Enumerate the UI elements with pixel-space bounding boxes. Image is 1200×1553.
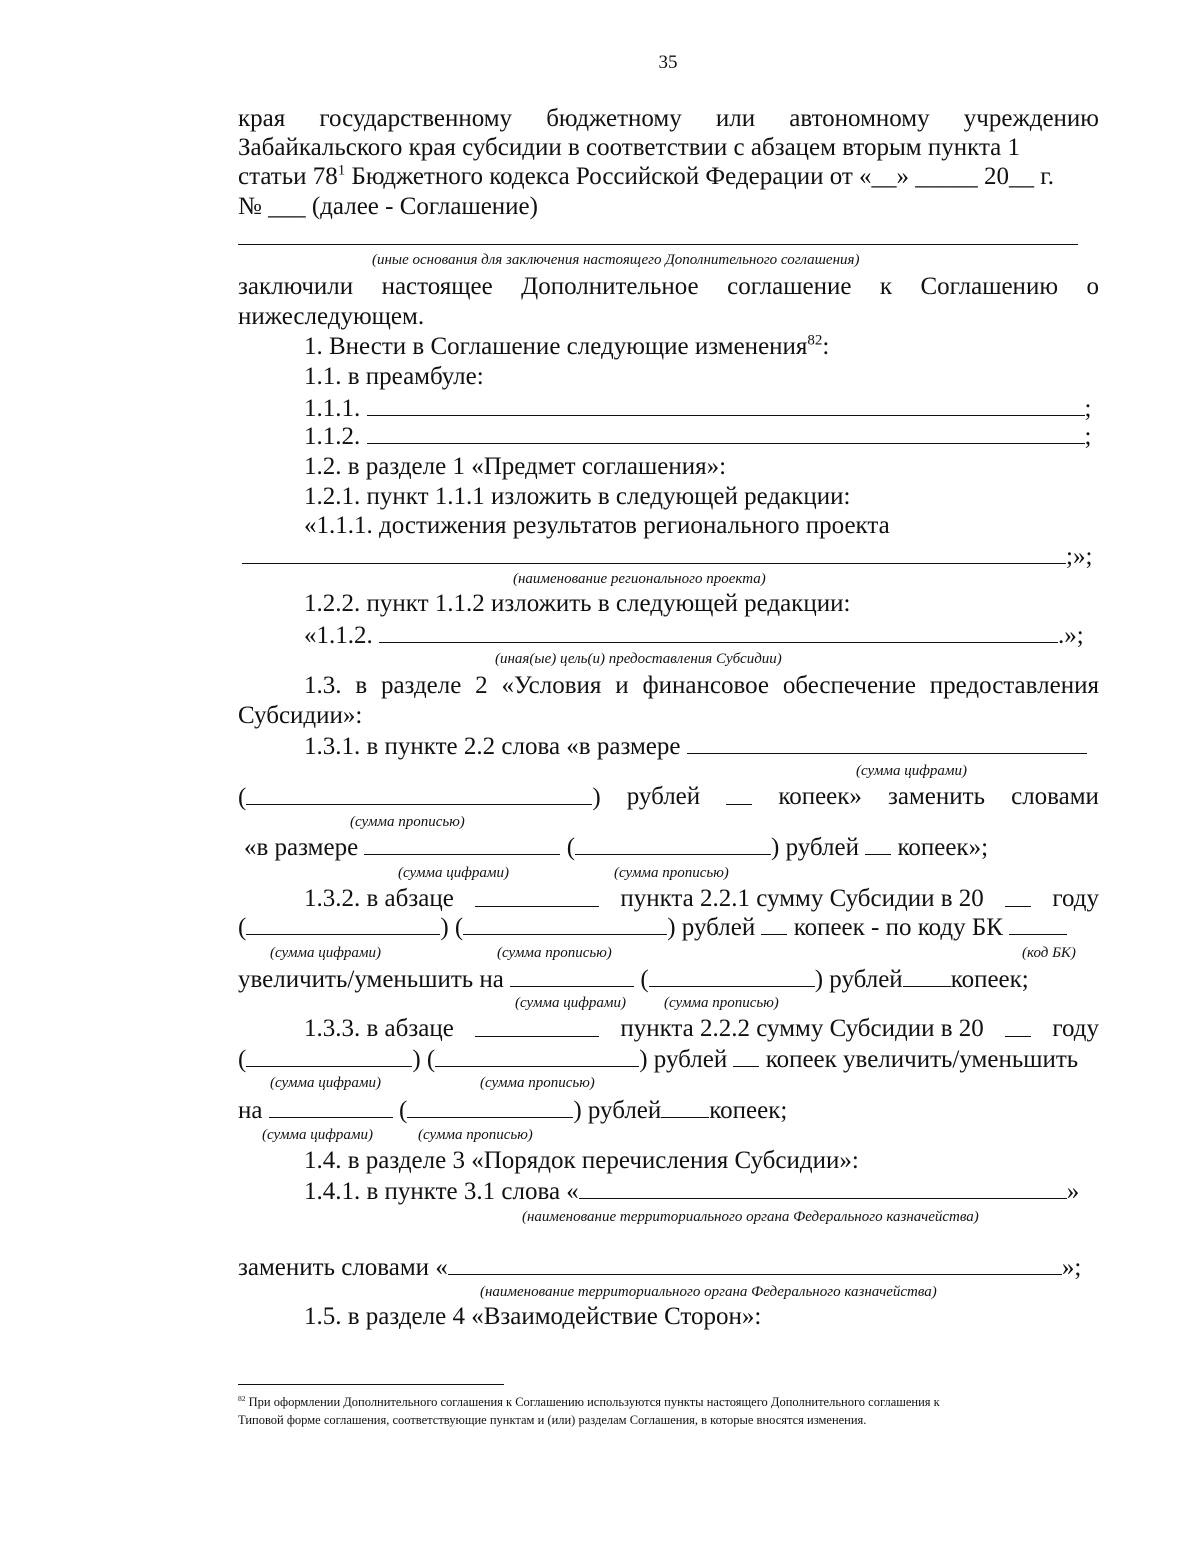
- word: государственному: [319, 105, 513, 132]
- item-1-1-2-quote-label: «1.1.2.: [304, 622, 373, 649]
- footnote-line-2: Типовой форме соглашения, соответствующие пунктам и (или) разделам Соглашения, в которые вносятся изменения.: [238, 1413, 867, 1427]
- word: 2: [475, 672, 488, 699]
- blank-sum-words-5: [435, 1044, 639, 1067]
- line-30: [238, 1252, 1081, 1283]
- word: о: [1086, 273, 1099, 300]
- caption-sum-digits-6: (сумма цифрами): [262, 1127, 373, 1143]
- item-1-1-2-quote: [304, 620, 1084, 651]
- item-1-2-1-quote: «1.1.1. достижения результатов регионального проекта: [304, 512, 890, 539]
- line-26-c: ) рублей: [639, 1046, 728, 1073]
- blank-sum-words-3: [463, 912, 667, 935]
- caption-sum-digits-2: (сумма цифрами): [398, 865, 509, 881]
- item-1-4-1: [304, 1176, 1079, 1207]
- blank-year-2: [1005, 884, 1031, 907]
- caption-tofk-2: (наименование территориального органа Федерального казначейства): [480, 1284, 937, 1300]
- line-21: [244, 832, 988, 863]
- word: «Условия: [501, 672, 602, 699]
- word: обеспечение: [782, 672, 916, 699]
- caption-sum-digits-5: (сумма цифрами): [270, 1075, 381, 1091]
- replace-word: заменить: [888, 783, 985, 810]
- line-21-a: «в размере: [244, 834, 359, 861]
- footnote-separator: [238, 1384, 504, 1385]
- item-1-3: [304, 671, 1099, 701]
- word: в: [355, 672, 368, 699]
- blank-year-3: [1005, 1014, 1031, 1037]
- word: предоставления: [929, 672, 1099, 699]
- caption-sum-words-3: (сумма прописью): [497, 945, 612, 961]
- line-20: [238, 782, 1099, 813]
- semicolon: ;: [1084, 395, 1092, 422]
- paren-open: (: [238, 914, 247, 941]
- caption-kbk: (код БК): [1022, 945, 1076, 961]
- word: к: [879, 273, 893, 300]
- footnote-line-1: [238, 1393, 1108, 1411]
- item-1-3-2: [304, 884, 1099, 914]
- word: финансовое: [642, 672, 770, 699]
- blank-tofk-1: [579, 1176, 1067, 1199]
- word: автономному: [789, 105, 930, 132]
- blank-sum-digits-3: [246, 912, 440, 935]
- blank-sum-words-1: [246, 782, 592, 805]
- blank-sum-digits-2: [364, 832, 560, 855]
- project-line-end: ;»;: [1066, 543, 1093, 570]
- blank-kbk: [1009, 912, 1067, 935]
- item-1-1-2-label: 1.1.2.: [304, 423, 361, 450]
- line-26-d: копеек увеличить/уменьшить: [765, 1046, 1079, 1073]
- line-27-kop: копеек;: [709, 1097, 788, 1124]
- blank-tofk-2: [448, 1252, 1062, 1275]
- line-3: [238, 162, 1054, 192]
- line-2: [238, 133, 1099, 163]
- item-1-1-2: [304, 421, 1091, 452]
- footnote-82: [238, 1393, 1108, 1429]
- line-6: нижеследующем.: [238, 303, 425, 330]
- line-24-kop: копеек;: [950, 966, 1029, 993]
- year-word: году: [1052, 1015, 1099, 1042]
- word: или: [715, 105, 756, 132]
- word: бюджетному: [546, 105, 682, 132]
- item-1-colon: :: [822, 333, 830, 360]
- paren-open: (: [398, 1097, 408, 1124]
- item-1-4-1-text: 1.4.1. в пункте 3.1 слова «: [304, 1178, 579, 1205]
- blank-sum-words-6: [407, 1095, 573, 1118]
- word: соглашение: [727, 273, 852, 300]
- item-1-1: 1.1. в преамбуле:: [304, 363, 484, 390]
- item-1-3-3-b: пункта 2.2.2 сумму Субсидии в 20: [620, 1015, 984, 1042]
- blank-goal: [379, 620, 1058, 643]
- line-21-paren: (: [566, 834, 576, 861]
- word: и: [615, 672, 629, 699]
- blank-kop-1: [726, 782, 752, 805]
- blank-project: [242, 541, 1066, 564]
- line-27-a: на: [238, 1097, 263, 1124]
- footnote-sup-78: 1: [337, 162, 346, 179]
- line-23: [238, 912, 1067, 943]
- word: заключили: [238, 273, 354, 300]
- line-23-d: копеек - по коду БК: [793, 914, 1003, 941]
- paren-open: (: [238, 784, 247, 811]
- rub-word: рублей: [626, 783, 701, 810]
- caption-grounds: (иные основания для заключения настоящего Дополнительного соглашения): [372, 252, 860, 268]
- line-5: [238, 272, 1099, 302]
- line-27: [238, 1095, 787, 1126]
- caption-sum-words-2: (сумма прописью): [614, 865, 729, 881]
- caption-goal: (иная(ые) цель(и) предоставления Субсидии): [495, 651, 782, 667]
- item-1-4: 1.4. в разделе 3 «Порядок перечисления Субсидии»:: [304, 1147, 859, 1174]
- blank-sum-digits-4: [510, 964, 634, 987]
- item-1-text: 1. Внести в Соглашение следующие изменения: [304, 333, 808, 360]
- line-23-c: ) рублей: [667, 914, 756, 941]
- line-1: [238, 104, 1099, 134]
- line-3-a: статьи 78: [238, 163, 338, 190]
- line-24-a: увеличить/уменьшить на: [238, 966, 504, 993]
- words-group: ( ): [238, 784, 601, 811]
- blank-kop-6: [661, 1095, 709, 1118]
- item-1-1-1-label: 1.1.1.: [304, 395, 361, 422]
- item-1-1-1: [304, 393, 1091, 424]
- caption-tofk-1: (наименование территориального органа Федерального казначейства): [522, 1209, 979, 1225]
- paren-open: (: [238, 1046, 247, 1073]
- item-1-2-2: 1.2.2. пункт 1.1.2 изложить в следующей редакции:: [304, 590, 851, 617]
- line-24: [238, 964, 1029, 995]
- project-line: [242, 541, 1092, 572]
- kop-word: копеек»: [778, 783, 862, 810]
- item-1-3-2-a: 1.3.2. в абзаце: [304, 885, 454, 912]
- line-26: [238, 1044, 1078, 1075]
- footnote-sup-82: 82: [807, 332, 823, 349]
- word: Соглашению: [920, 273, 1058, 300]
- line-30-text: заменить словами «: [238, 1254, 448, 1281]
- blank-sum-digits-6: [269, 1095, 393, 1118]
- footnote-text-1: При оформлении Дополнительного соглашения к Соглашению используются пункты настоящего Дополнительного соглашения к: [245, 1395, 940, 1409]
- caption-sum-words-4: (сумма прописью): [664, 995, 779, 1011]
- line-27-c: ) рублей: [573, 1097, 662, 1124]
- item-1-2-1: 1.2.1. пункт 1.1.1 изложить в следующей редакции:: [304, 483, 851, 510]
- caption-project: (наименование регионального проекта): [513, 571, 766, 587]
- word: края: [238, 105, 286, 132]
- blank-kop-5: [733, 1044, 759, 1067]
- blank-para-3: [475, 1014, 599, 1037]
- word: разделе: [380, 672, 462, 699]
- caption-sum-digits-4: (сумма цифрами): [515, 995, 626, 1011]
- word: учреждению: [963, 105, 1099, 132]
- blank-sum-words-2: [575, 832, 771, 855]
- blank-sum-digits-1: [687, 731, 1087, 754]
- line-21-c: ) рублей: [771, 834, 859, 861]
- item-1-3-1-text: 1.3.1. в пункте 2.2 слова «в размере: [304, 733, 681, 760]
- blank-kop-2: [865, 832, 891, 855]
- line-30-end: »;: [1061, 1254, 1082, 1281]
- item-1-2: 1.2. в разделе 1 «Предмет соглашения»:: [304, 453, 727, 480]
- item-1-4-1-end: »: [1066, 1178, 1080, 1205]
- word: Дополнительное: [521, 273, 699, 300]
- caption-sum-words-1: (сумма прописью): [350, 814, 465, 830]
- line-2-text: Забайкальского края субсидии в соответствии с абзацем вторым пункта 1: [238, 134, 1021, 161]
- paren-mid: ) (: [412, 1046, 436, 1073]
- item-1-3-3: [304, 1014, 1099, 1044]
- blank-sum-words-4: [649, 964, 815, 987]
- caption-sum-digits-1: (сумма цифрами): [856, 763, 967, 779]
- semicolon: ;: [1084, 423, 1092, 450]
- paren-mid: ) (: [440, 914, 464, 941]
- paren-open: (: [640, 966, 649, 993]
- line-4: № ___ (далее - Соглашение): [238, 193, 538, 220]
- line-24-c: ) рублей: [814, 966, 903, 993]
- item-1-3-cont: Субсидии»:: [238, 702, 363, 729]
- page-number: 35: [658, 52, 678, 73]
- item-1-5: 1.5. в разделе 4 «Взаимодействие Сторон»:: [304, 1303, 762, 1330]
- blank-kop-4: [903, 964, 951, 987]
- item-1-3-1: [304, 731, 1087, 762]
- caption-sum-words-6: (сумма прописью): [418, 1127, 533, 1143]
- caption-sum-words-5: (сумма прописью): [480, 1075, 595, 1091]
- item-1-3-2-b: пункта 2.2.1 сумму Субсидии в 20: [620, 885, 984, 912]
- item-1: [304, 332, 829, 362]
- caption-sum-digits-3: (сумма цифрами): [270, 945, 381, 961]
- blank-grounds: [238, 244, 1078, 245]
- goal-line-end: .»;: [1058, 622, 1084, 649]
- blank-1-1-2: [367, 421, 1085, 444]
- blank-para-2: [475, 884, 599, 907]
- item-1-3-3-a: 1.3.3. в абзаце: [304, 1015, 454, 1042]
- blank-kop-3: [761, 912, 787, 935]
- line-3-b: Бюджетного кодекса Российской Федерации от «__» _____ 20__ г.: [345, 163, 1054, 190]
- blank-sum-digits-5: [246, 1044, 412, 1067]
- line-21-d: копеек»;: [897, 834, 989, 861]
- word: настоящее: [381, 273, 493, 300]
- words-word: словами: [1011, 783, 1099, 810]
- year-word: году: [1052, 885, 1099, 912]
- footnote-mark: 82: [238, 1393, 246, 1403]
- word: 1.3.: [304, 672, 342, 699]
- blank-1-1-1: [367, 393, 1085, 416]
